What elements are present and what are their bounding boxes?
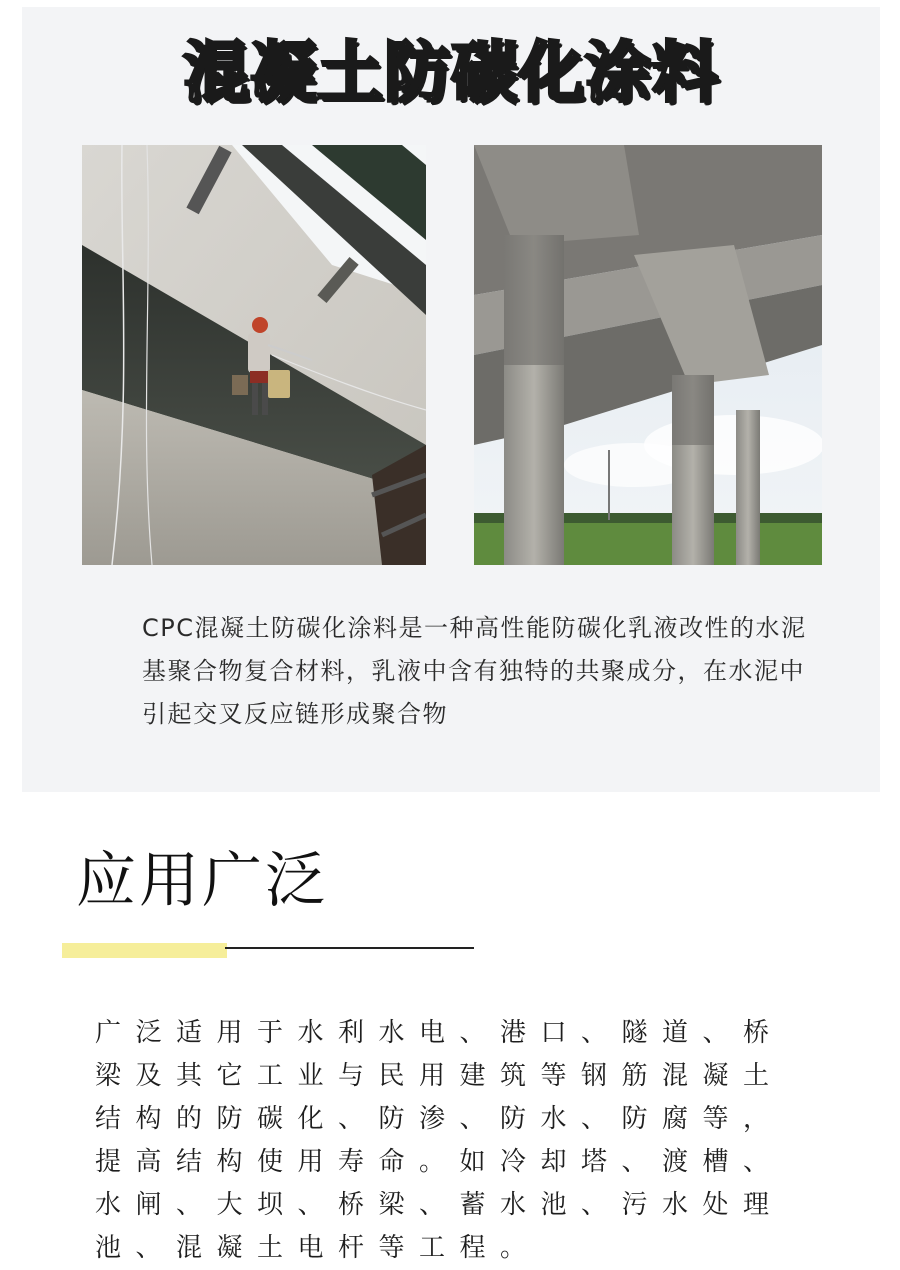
application-description: 广泛适用于水利水电、港口、隧道、桥梁及其它工业与民用建筑等钢筋混凝土结构的防碳化、防渗、防水、防腐等，提高结构使用寿命。如冷却塔、渡槽、水闸、大坝、桥梁、蓄水池、污水处理池、混凝土电杆等工程。	[95, 1018, 784, 1263]
product-card	[22, 7, 880, 792]
page-title: 混凝土防碳化涂料	[183, 34, 719, 111]
section-title: 应用广泛	[76, 846, 328, 916]
worker-coating-photo	[82, 145, 426, 565]
title-divider	[225, 947, 474, 949]
product-description: CPC混凝土防碳化涂料是一种高性能防碳化乳液改性的水泥基聚合物复合材料，乳液中含有独特的共聚成分，在水泥中引起交叉反应链形成聚合物	[142, 614, 807, 728]
bridge-piers-photo	[474, 145, 822, 565]
title-accent-bar	[62, 943, 227, 958]
